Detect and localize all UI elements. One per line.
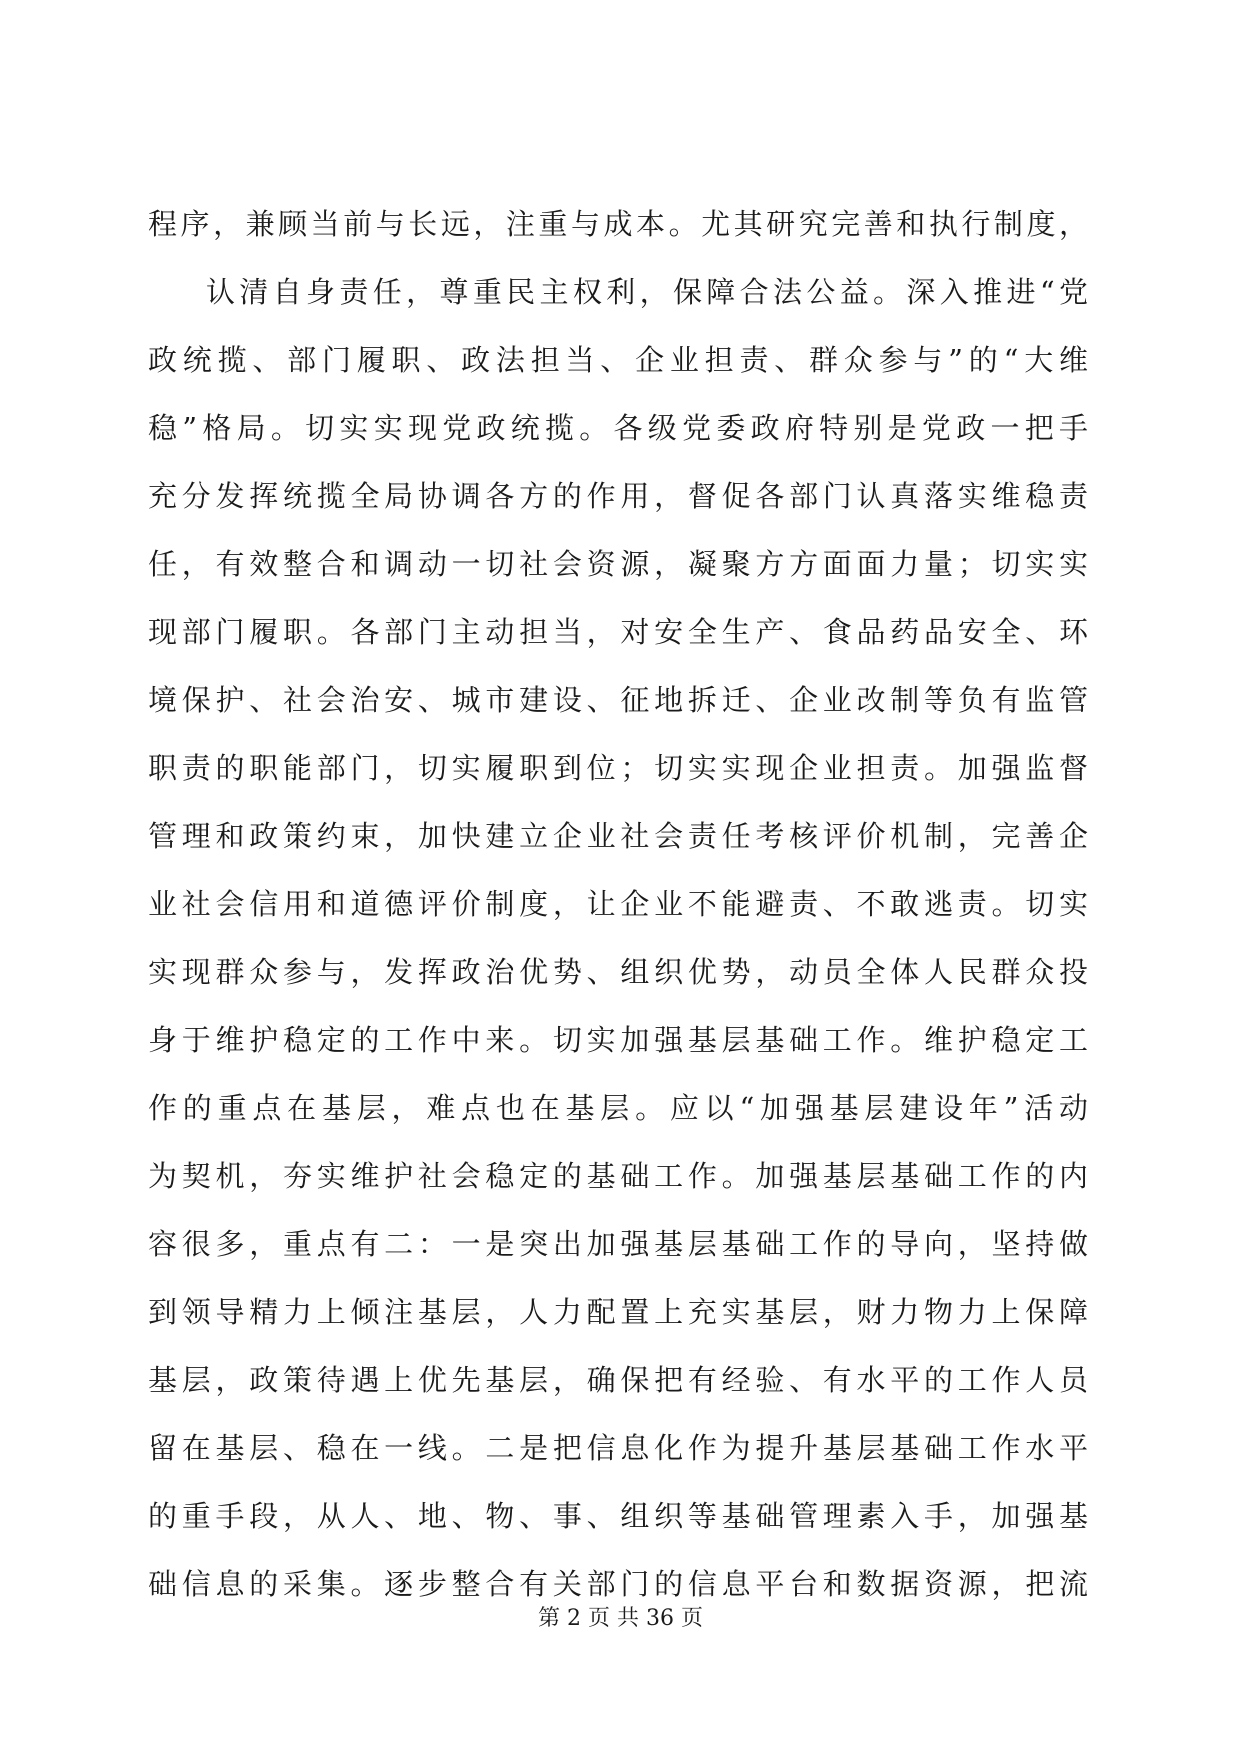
text-line: 为契机，夯实维护社会稳定的基础工作。加强基层基础工作的内 — [148, 1159, 1088, 1193]
text-line: 稳”格局。切实实现党政统揽。各级党委政府特别是党政一把手 — [148, 411, 1088, 445]
text-line: 身于维护稳定的工作中来。切实加强基层基础工作。维护稳定工 — [148, 1023, 1088, 1057]
text-line: 的重手段，从人、地、物、事、组织等基础管理素入手，加强基 — [148, 1499, 1088, 1533]
text-line: 境保护、社会治安、城市建设、征地拆迁、企业改制等负有监管 — [148, 683, 1088, 717]
body-text — [148, 190, 1088, 1618]
page-number-footer: 第 2 页 共 36 页 — [538, 1606, 703, 1631]
text-line: 容很多，重点有二：一是突出加强基层基础工作的导向，坚持做 — [148, 1227, 1088, 1261]
text-line: 职责的职能部门，切实履职到位；切实实现企业担责。加强监督 — [148, 751, 1088, 785]
text-line: 留在基层、稳在一线。二是把信息化作为提升基层基础工作水平 — [148, 1431, 1088, 1465]
text-line: 础信息的采集。逐步整合有关部门的信息平台和数据资源，把流 — [148, 1567, 1088, 1601]
text-line: 充分发挥统揽全局协调各方的作用，督促各部门认真落实维稳责 — [148, 479, 1088, 513]
text-line: 作的重点在基层，难点也在基层。应以“加强基层建设年”活动 — [148, 1091, 1088, 1125]
text-line: 现部门履职。各部门主动担当，对安全生产、食品药品安全、环 — [148, 615, 1088, 649]
text-line: 程序，兼顾当前与长远，注重与成本。尤其研究完善和执行制度， — [148, 207, 1088, 241]
text-line: 到领导精力上倾注基层，人力配置上充实基层，财力物力上保障 — [148, 1295, 1088, 1329]
text-line: 业社会信用和道德评价制度，让企业不能避责、不敢逃责。切实 — [148, 887, 1088, 921]
text-line: 任，有效整合和调动一切社会资源，凝聚方方面面力量；切实实 — [148, 547, 1088, 581]
text-line: 政统揽、部门履职、政法担当、企业担责、群众参与”的“大维 — [148, 343, 1088, 377]
text-line: 基层，政策待遇上优先基层，确保把有经验、有水平的工作人员 — [148, 1363, 1088, 1397]
text-line: 实现群众参与，发挥政治优势、组织优势，动员全体人民群众投 — [148, 955, 1088, 989]
text-line: 管理和政策约束，加快建立企业社会责任考核评价机制，完善企 — [148, 819, 1088, 853]
text-line: 认清自身责任，尊重民主权利，保障合法公益。深入推进“党 — [206, 275, 1088, 309]
